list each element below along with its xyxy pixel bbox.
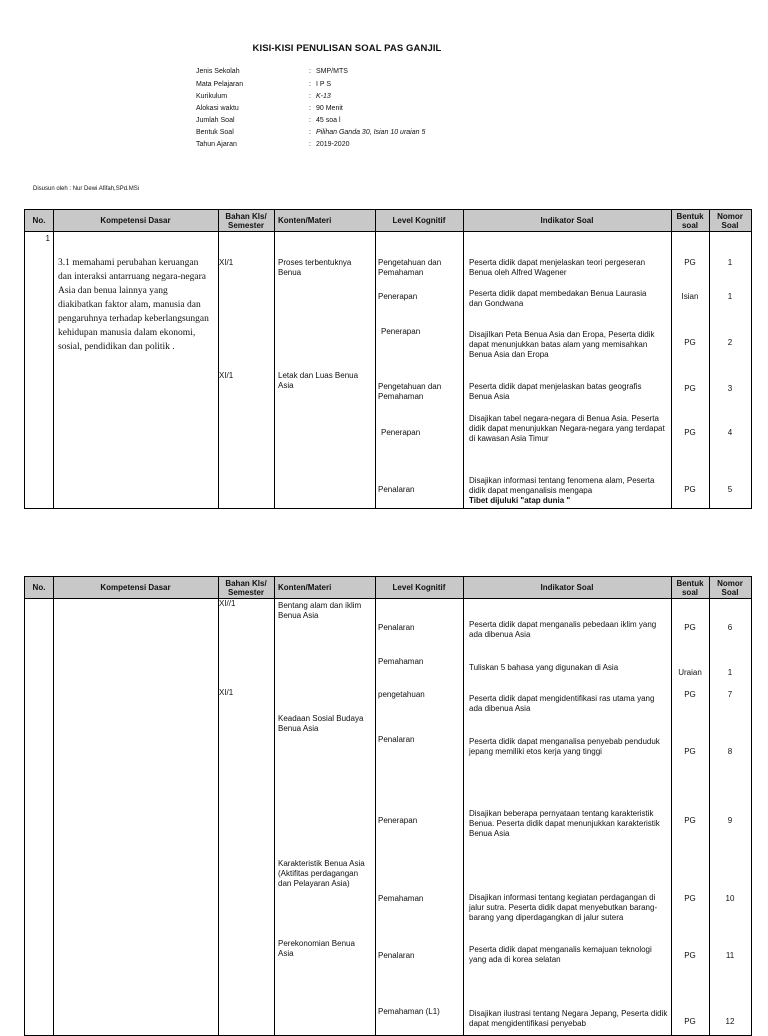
konten-cell: Keadaan Sosial Budaya Benua Asia: [278, 714, 364, 733]
indikator-cell: Peserta didik dapat menjelaskan teori pergeseran Benua oleh Alfred Wagener: [469, 258, 646, 277]
meta-separator: :: [309, 81, 311, 88]
kisi-kisi-table-2: [24, 576, 752, 1036]
author-line: Disusun oleh : Nur Dewi Afifah,SPd.MSi: [33, 186, 140, 192]
meta-label: Jumlah Soal: [196, 117, 235, 124]
meta-label: Kurikulum: [196, 93, 228, 100]
meta-label: Jenis Sekolah: [196, 68, 240, 75]
meta-value: 2019-2020: [316, 141, 350, 148]
nomor-cell: 4: [727, 428, 733, 437]
indikator-cell: Disajilkan Peta Benua Asia dan Eropa, Peserta didik dapat menunjukkan batas alam yang memisahkan Benua Asia dan Eropa: [469, 330, 655, 359]
header-bentuk-line1: Bentuk: [676, 211, 704, 221]
header-bahan-line1: Bahan Kls/: [225, 578, 267, 588]
meta-row-jenis-sekolah: [196, 68, 496, 80]
indikator-text: Disajikan informasi tentang fenomena alam, Peserta didik dapat menganalisis mengapa: [469, 476, 655, 495]
level-cell: Penalaran: [378, 485, 415, 494]
header-bentuk: [671, 577, 709, 598]
meta-separator: :: [309, 129, 311, 136]
level-cell: Pengetahuan dan Pemahaman: [378, 258, 442, 277]
nomor-cell: 5: [727, 485, 733, 494]
header-bentuk-line1: Bentuk: [676, 578, 704, 588]
nomor-cell: 12: [725, 1017, 735, 1026]
indikator-cell: Disajikan beberapa pernyataan tentang karakteristik Benua. Peserta didik dapat menunjukkan karakteristik Benua Asia: [469, 809, 660, 838]
indikator-cell: Peserta didik dapat menjelaskan batas geografis Benua Asia: [469, 382, 642, 401]
kompetensi-dasar-text: 3.1 memahami perubahan keruangan dan interaksi antarruang negara-negara Asia dan benua lainnya yang diakibatkan faktor alam, manusia dan pengaruhnya terhadap keberlangsungan kehidupan manusia dalam ekonomi, sosial, pendidikan dan politik .: [58, 258, 209, 352]
level-cell: Penerapan: [381, 428, 421, 437]
bahan-cell: XI/1: [219, 258, 234, 267]
bentuk-cell: PG: [684, 258, 696, 267]
meta-value: 45 soa l: [316, 117, 341, 124]
bentuk-cell: PG: [684, 747, 696, 756]
meta-row-tahun-ajaran: [196, 141, 496, 153]
header-nomor-line2: Soal: [721, 587, 739, 597]
kisi-kisi-table-1: [24, 209, 752, 509]
bahan-cell: XI/1: [219, 371, 234, 380]
meta-row-jumlah-soal: [196, 117, 496, 129]
level-cell: Penerapan: [378, 816, 418, 825]
level-cell: Pemahaman: [378, 894, 424, 903]
nomor-cell: 1: [727, 292, 733, 301]
indikator-cell: Peserta didik dapat menganalis pebedaan iklim yang ada dibenua Asia: [469, 620, 657, 639]
indikator-cell: Disajikan informasi tentang kegiatan perdagangan di jalur sutra. Peserta didik dapat menyebutkan barang-barang yang diperdagangkan di jalur sutera: [469, 893, 658, 922]
level-cell: Pemahaman (L1): [378, 1007, 440, 1016]
header-nomor-line1: Nomor: [717, 211, 743, 221]
indikator-bold-text: Tibet dijuluki "atap dunia ": [469, 496, 571, 505]
level-cell: Penalaran: [378, 623, 415, 632]
bentuk-cell: PG: [684, 894, 696, 903]
header-bahan: [218, 210, 274, 231]
header-kompetensi-dasar: Kompetensi Dasar: [100, 583, 171, 592]
konten-cell: Proses terbentuknya Benua: [278, 258, 352, 277]
header-bentuk-line2: soal: [681, 587, 698, 597]
meta-row-bentuk-soal: [196, 129, 496, 141]
header-bentuk-line2: soal: [681, 220, 698, 230]
header-bahan-line2: Semester: [227, 220, 265, 230]
nomor-cell: 1: [727, 258, 733, 267]
level-cell: Penalaran: [378, 951, 415, 960]
bentuk-cell: PG: [684, 623, 696, 632]
meta-label: Tahun Ajaran: [196, 141, 237, 148]
header-konten: Konten/Materi: [278, 216, 332, 225]
nomor-cell: 1: [727, 668, 733, 677]
meta-value: SMP/MTS: [316, 68, 348, 75]
bentuk-cell: PG: [684, 951, 696, 960]
header-level: Level Kognitif: [392, 583, 446, 592]
bentuk-cell: PG: [684, 816, 696, 825]
level-cell: Pengetahuan dan Pemahaman: [378, 382, 442, 401]
header-kompetensi-dasar: Kompetensi Dasar: [100, 216, 171, 225]
header-nomor: [709, 210, 751, 231]
level-cell: Penerapan: [378, 292, 418, 301]
header-konten: Konten/Materi: [278, 583, 332, 592]
meta-separator: :: [309, 141, 311, 148]
nomor-cell: 10: [725, 894, 735, 903]
bahan-cell: XI//1: [219, 599, 236, 608]
indikator-cell: Peserta didik dapat mengidentifikasi ras utama yang ada dibenua Asia: [469, 694, 655, 713]
nomor-cell: 3: [727, 384, 733, 393]
bentuk-cell: PG: [684, 690, 696, 699]
konten-cell: Karakteristik Benua Asia (Aktifitas perdagangan dan Pelayaran Asia): [278, 859, 365, 888]
bentuk-cell: PG: [684, 428, 696, 437]
indikator-cell: Disajikan ilustrasi tentang Negara Jepang, Peserta didik dapat mengidentifikasi penyebab: [469, 1009, 668, 1028]
row-number: 1: [45, 234, 50, 243]
header-level: Level Kognitif: [392, 216, 446, 225]
indikator-cell: Peserta didik dapat menganalisa penyebab penduduk jepang memiliki etos kerja yang tinggi: [469, 737, 660, 756]
bentuk-cell: Isian: [681, 292, 699, 301]
header-indikator: Indikator Soal: [540, 583, 594, 592]
meta-separator: :: [309, 117, 311, 124]
bentuk-cell: Uraian: [678, 668, 702, 677]
level-cell: Penalaran: [378, 735, 415, 744]
header-bentuk: [671, 210, 709, 231]
header-no: No.: [32, 216, 46, 225]
bentuk-cell: PG: [684, 338, 696, 347]
meta-separator: :: [309, 68, 311, 75]
meta-value: 90 Menit: [316, 105, 343, 112]
header-bahan-line1: Bahan Kls/: [225, 211, 267, 221]
document-title: KISI-KISI PENULISAN SOAL PAS GANJIL: [252, 43, 442, 54]
nomor-cell: 2: [727, 338, 733, 347]
meta-label: Bentuk Soal: [196, 129, 234, 136]
meta-value: I P S: [316, 81, 332, 88]
indikator-cell: Tuliskan 5 bahasa yang digunakan di Asia: [469, 663, 619, 672]
header-no: No.: [32, 583, 46, 592]
konten-cell: Perekonomian Benua Asia: [278, 939, 355, 958]
nomor-cell: 11: [725, 951, 735, 960]
nomor-cell: 6: [727, 623, 733, 632]
meta-separator: :: [309, 93, 311, 100]
meta-label: Mata Pelajaran: [196, 81, 244, 88]
header-bahan: [218, 577, 274, 598]
meta-value: Pilihan Ganda 30, Isian 10 uraian 5: [316, 129, 426, 136]
header-nomor-line1: Nomor: [717, 578, 743, 588]
meta-row-kurikulum: [196, 93, 496, 105]
bahan-cell: XI/1: [219, 688, 234, 697]
header-indikator: Indikator Soal: [540, 216, 594, 225]
header-nomor-line2: Soal: [721, 220, 739, 230]
meta-row-alokasi-waktu: [196, 105, 496, 117]
bentuk-cell: PG: [684, 384, 696, 393]
bentuk-cell: PG: [684, 1017, 696, 1026]
nomor-cell: 8: [727, 747, 733, 756]
meta-row-mata-pelajaran: [196, 81, 496, 93]
header-bahan-line2: Semester: [227, 587, 265, 597]
level-cell: Penerapan: [381, 327, 421, 336]
meta-value: K-13: [316, 93, 331, 100]
nomor-cell: 7: [727, 690, 733, 699]
nomor-cell: 9: [727, 816, 733, 825]
meta-label: Alokasi waktu: [196, 105, 239, 112]
indikator-cell: [469, 476, 669, 506]
meta-separator: :: [309, 105, 311, 112]
header-nomor: [709, 577, 751, 598]
indikator-cell: Disajikan tabel negara-negara di Benua Asia. Peserta didik dapat menunjukkan Negara-negara yang terdapat di kawasan Asia Timur: [469, 414, 665, 443]
level-cell: Pemahaman: [378, 657, 424, 666]
konten-cell: Bentang alam dan iklim Benua Asia: [278, 601, 362, 620]
indikator-cell: Peserta didik dapat menganalis kemajuan teknologi yang ada di korea selatan: [469, 945, 652, 964]
bentuk-cell: PG: [684, 485, 696, 494]
konten-cell: Letak dan Luas Benua Asia: [278, 371, 359, 390]
indikator-cell: Peserta didik dapat membedakan Benua Laurasia dan Gondwana: [469, 289, 647, 308]
level-cell: pengetahuan: [378, 690, 425, 699]
